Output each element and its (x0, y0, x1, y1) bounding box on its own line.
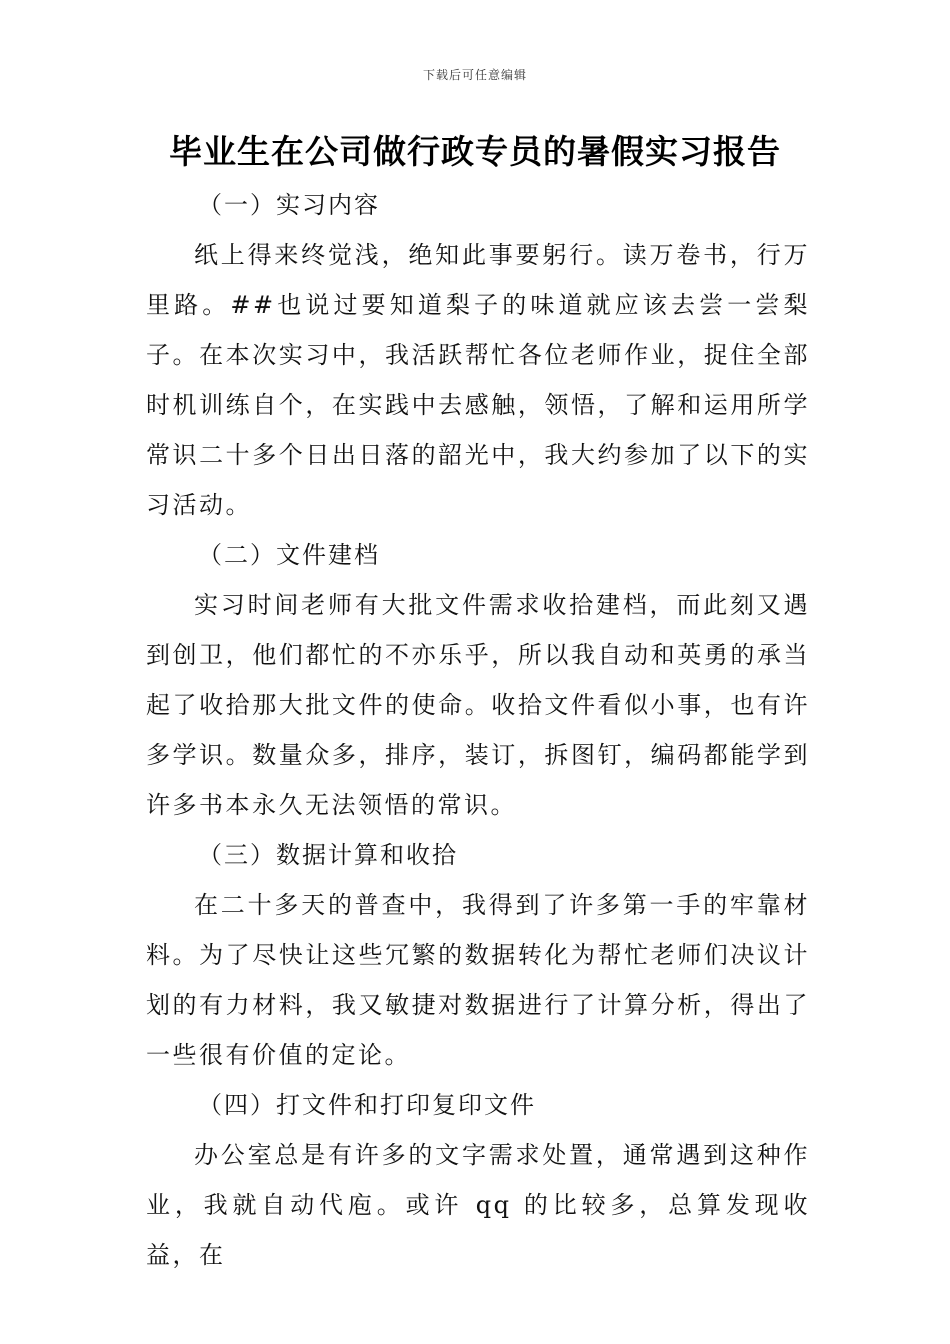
section-paragraph-1: 纸上得来终觉浅，绝知此事要躬行。读万卷书，行万里路。##也说过要知道梨子的味道就应该去尝一尝梨子。在本次实习中，我活跃帮忙各位老师作业，捉住全部时机训练自个，在实践中去感触，领悟，了解和运用所学常识二十多个日出日落的韶光中，我大约参加了以下的实习活动。 (146, 241, 810, 519)
section-heading-1: （一）实习内容 (198, 191, 380, 219)
section-heading-2: （二）文件建档 (198, 541, 380, 569)
section-paragraph-3: 在二十多天的普查中，我得到了许多第一手的牢靠材料。为了尽快让这些冗繁的数据转化为帮忙老师们决议计划的有力材料，我又敏捷对数据进行了计算分析，得出了一些很有价值的定论。 (146, 891, 810, 1069)
header-note: 下载后可任意编辑 (422, 68, 527, 82)
section-paragraph-4: 办公室总是有许多的文字需求处置，通常遇到这种作业，我就自动代庖。或许 qq 的比较多，总算发现收益，在 (146, 1141, 810, 1269)
section-paragraph-2: 实习时间老师有大批文件需求收拾建档，而此刻又遇到创卫，他们都忙的不亦乐乎，所以我自动和英勇的承当起了收拾那大批文件的使命。收拾文件看似小事，也有许多学识。数量众多，排序，装订，拆图钉，编码都能学到许多书本永久无法领悟的常识。 (146, 591, 810, 819)
document-body (146, 180, 810, 1280)
section-heading-4: （四）打文件和打印复印文件 (198, 1091, 536, 1119)
page-title: 毕业生在公司做行政专员的暑假实习报告 (169, 132, 781, 171)
section-heading-3: （三）数据计算和收拾 (198, 841, 458, 869)
